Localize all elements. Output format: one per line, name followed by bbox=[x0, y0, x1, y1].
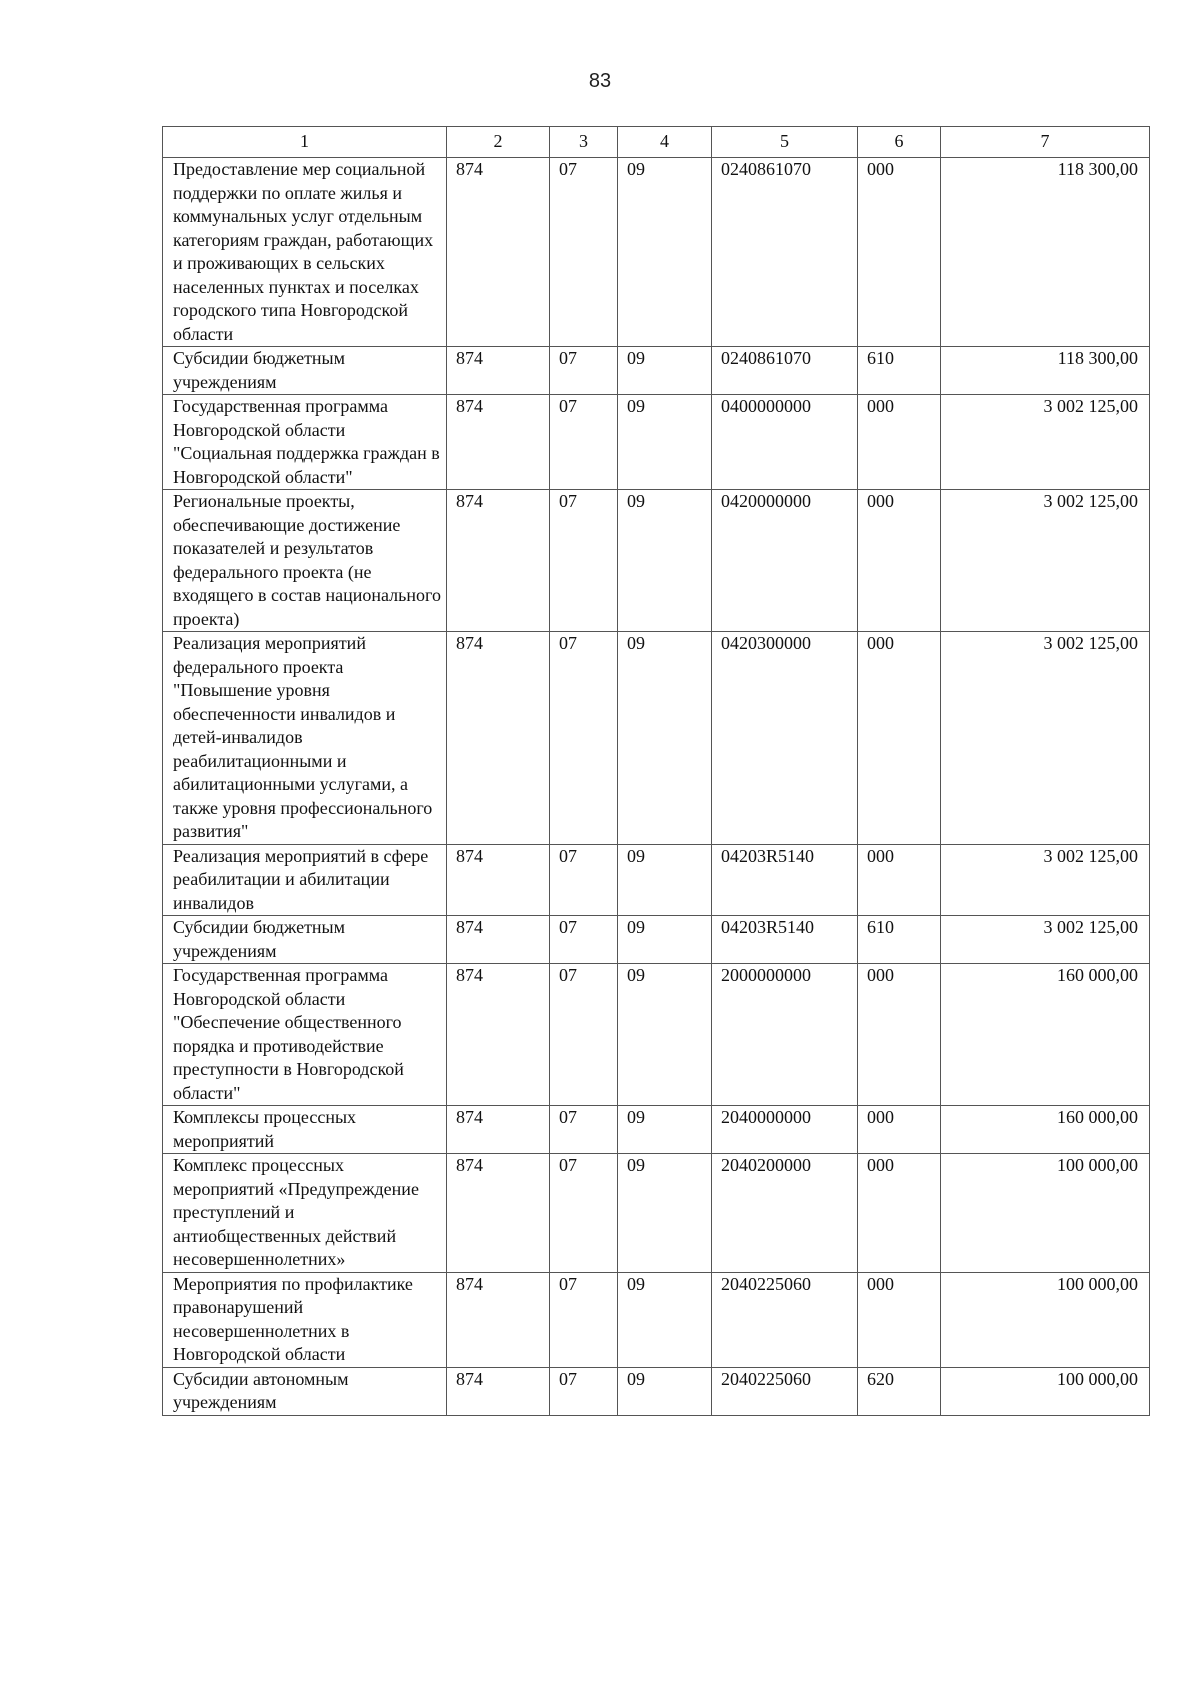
amount-cell: 100 000,00 bbox=[941, 1367, 1150, 1415]
amount-cell: 118 300,00 bbox=[941, 347, 1150, 395]
expense-type-cell: 000 bbox=[858, 1154, 941, 1273]
row-name-cell: Субсидии бюджетным учреждениям bbox=[163, 916, 447, 964]
expense-type-cell: 000 bbox=[858, 964, 941, 1106]
code-cell: 874 bbox=[447, 916, 550, 964]
table-row bbox=[163, 964, 1150, 1106]
table-row bbox=[163, 844, 1150, 916]
amount-cell: 3 002 125,00 bbox=[941, 490, 1150, 632]
section-cell: 07 bbox=[550, 395, 618, 490]
row-name-cell: Субсидии автономным учреждениям bbox=[163, 1367, 447, 1415]
header-row bbox=[163, 127, 1150, 158]
subsection-cell: 09 bbox=[618, 916, 712, 964]
amount-cell: 118 300,00 bbox=[941, 158, 1150, 347]
section-cell: 07 bbox=[550, 964, 618, 1106]
table-row bbox=[163, 1106, 1150, 1154]
row-name-cell: Мероприятия по профилактике правонарушений несовершеннолетних в Новгородской области bbox=[163, 1272, 447, 1367]
row-name-cell: Региональные проекты, обеспечивающие достижение показателей и результатов федерального проекта (не входящего в состав национального проекта) bbox=[163, 490, 447, 632]
column-header: 6 bbox=[858, 127, 941, 158]
subsection-cell: 09 bbox=[618, 632, 712, 845]
amount-cell: 3 002 125,00 bbox=[941, 844, 1150, 916]
expense-type-cell: 620 bbox=[858, 1367, 941, 1415]
row-name-cell: Реализация мероприятий федерального проекта "Повышение уровня обеспеченности инвалидов и детей-инвалидов реабилитационными и абилитационными услугами, а также уровня профессионального развития" bbox=[163, 632, 447, 845]
code-cell: 874 bbox=[447, 158, 550, 347]
table-row bbox=[163, 916, 1150, 964]
target-article-cell: 0240861070 bbox=[712, 158, 858, 347]
code-cell: 874 bbox=[447, 1154, 550, 1273]
amount-cell: 160 000,00 bbox=[941, 964, 1150, 1106]
table-row bbox=[163, 347, 1150, 395]
amount-cell: 160 000,00 bbox=[941, 1106, 1150, 1154]
row-name-cell: Субсидии бюджетным учреждениям bbox=[163, 347, 447, 395]
amount-cell: 3 002 125,00 bbox=[941, 395, 1150, 490]
target-article-cell: 0420300000 bbox=[712, 632, 858, 845]
section-cell: 07 bbox=[550, 1272, 618, 1367]
code-cell: 874 bbox=[447, 395, 550, 490]
subsection-cell: 09 bbox=[618, 1272, 712, 1367]
budget-table bbox=[162, 126, 1150, 1416]
code-cell: 874 bbox=[447, 490, 550, 632]
column-header: 7 bbox=[941, 127, 1150, 158]
subsection-cell: 09 bbox=[618, 1106, 712, 1154]
section-cell: 07 bbox=[550, 347, 618, 395]
amount-cell: 100 000,00 bbox=[941, 1272, 1150, 1367]
column-header: 1 bbox=[163, 127, 447, 158]
code-cell: 874 bbox=[447, 347, 550, 395]
table-row bbox=[163, 632, 1150, 845]
target-article-cell: 0400000000 bbox=[712, 395, 858, 490]
column-header: 2 bbox=[447, 127, 550, 158]
amount-cell: 3 002 125,00 bbox=[941, 916, 1150, 964]
page-number: 83 bbox=[588, 70, 612, 92]
target-article-cell: 2040000000 bbox=[712, 1106, 858, 1154]
column-header: 4 bbox=[618, 127, 712, 158]
subsection-cell: 09 bbox=[618, 158, 712, 347]
amount-cell: 100 000,00 bbox=[941, 1154, 1150, 1273]
code-cell: 874 bbox=[447, 844, 550, 916]
table-row bbox=[163, 395, 1150, 490]
table-row bbox=[163, 1367, 1150, 1415]
subsection-cell: 09 bbox=[618, 395, 712, 490]
row-name-cell: Государственная программа Новгородской области "Обеспечение общественного порядка и противодействие преступности в Новгородской области" bbox=[163, 964, 447, 1106]
code-cell: 874 bbox=[447, 632, 550, 845]
subsection-cell: 09 bbox=[618, 844, 712, 916]
subsection-cell: 09 bbox=[618, 490, 712, 632]
expense-type-cell: 000 bbox=[858, 158, 941, 347]
expense-type-cell: 000 bbox=[858, 844, 941, 916]
subsection-cell: 09 bbox=[618, 1154, 712, 1273]
expense-type-cell: 000 bbox=[858, 490, 941, 632]
expense-type-cell: 000 bbox=[858, 1106, 941, 1154]
amount-cell: 3 002 125,00 bbox=[941, 632, 1150, 845]
section-cell: 07 bbox=[550, 916, 618, 964]
section-cell: 07 bbox=[550, 1154, 618, 1273]
target-article-cell: 2040200000 bbox=[712, 1154, 858, 1273]
target-article-cell: 2040225060 bbox=[712, 1367, 858, 1415]
code-cell: 874 bbox=[447, 1272, 550, 1367]
row-name-cell: Предоставление мер социальной поддержки по оплате жилья и коммунальных услуг отдельным категориям граждан, работающих и проживающих в сельских населенных пунктах и поселках городского типа Новгородской области bbox=[163, 158, 447, 347]
row-name-cell: Государственная программа Новгородской области "Социальная поддержка граждан в Новгородской области" bbox=[163, 395, 447, 490]
expense-type-cell: 610 bbox=[858, 347, 941, 395]
expense-type-cell: 000 bbox=[858, 632, 941, 845]
code-cell: 874 bbox=[447, 964, 550, 1106]
table-row bbox=[163, 158, 1150, 347]
column-header: 5 bbox=[712, 127, 858, 158]
code-cell: 874 bbox=[447, 1106, 550, 1154]
target-article-cell: 0420000000 bbox=[712, 490, 858, 632]
target-article-cell: 2040225060 bbox=[712, 1272, 858, 1367]
expense-type-cell: 000 bbox=[858, 395, 941, 490]
target-article-cell: 04203R5140 bbox=[712, 844, 858, 916]
expense-type-cell: 610 bbox=[858, 916, 941, 964]
row-name-cell: Реализация мероприятий в сфере реабилитации и абилитации инвалидов bbox=[163, 844, 447, 916]
row-name-cell: Комплексы процессных мероприятий bbox=[163, 1106, 447, 1154]
table-row bbox=[163, 490, 1150, 632]
expense-type-cell: 000 bbox=[858, 1272, 941, 1367]
subsection-cell: 09 bbox=[618, 964, 712, 1106]
section-cell: 07 bbox=[550, 1367, 618, 1415]
target-article-cell: 2000000000 bbox=[712, 964, 858, 1106]
section-cell: 07 bbox=[550, 844, 618, 916]
row-name-cell: Комплекс процессных мероприятий «Предупреждение преступлений и антиобщественных действий несовершеннолетних» bbox=[163, 1154, 447, 1273]
table-row bbox=[163, 1154, 1150, 1273]
section-cell: 07 bbox=[550, 158, 618, 347]
subsection-cell: 09 bbox=[618, 1367, 712, 1415]
code-cell: 874 bbox=[447, 1367, 550, 1415]
table-row bbox=[163, 1272, 1150, 1367]
section-cell: 07 bbox=[550, 490, 618, 632]
section-cell: 07 bbox=[550, 632, 618, 845]
target-article-cell: 04203R5140 bbox=[712, 916, 858, 964]
subsection-cell: 09 bbox=[618, 347, 712, 395]
target-article-cell: 0240861070 bbox=[712, 347, 858, 395]
column-header: 3 bbox=[550, 127, 618, 158]
section-cell: 07 bbox=[550, 1106, 618, 1154]
